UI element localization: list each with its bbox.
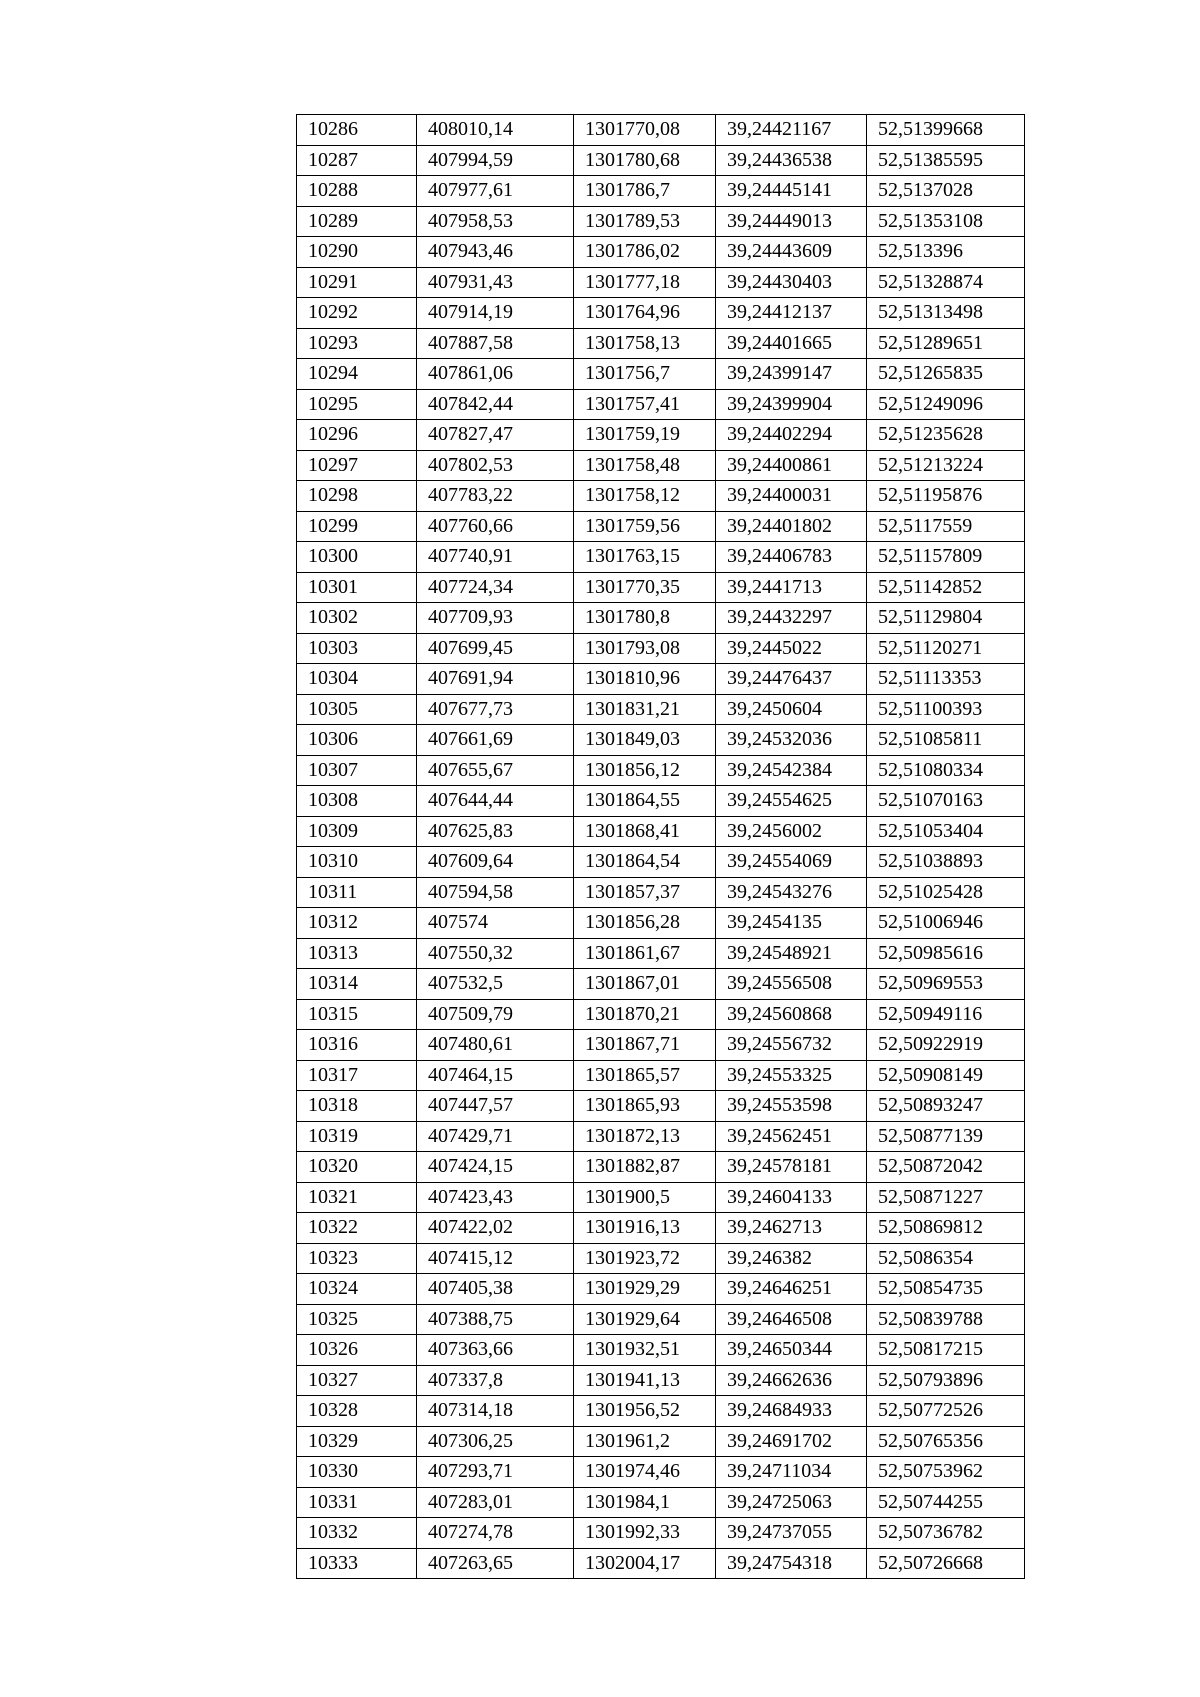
latitude-cell: 52,50726668 — [867, 1548, 1025, 1579]
longitude-cell: 39,24562451 — [716, 1121, 867, 1152]
latitude-cell: 52,50793896 — [867, 1365, 1025, 1396]
longitude-cell: 39,24711034 — [716, 1457, 867, 1488]
y-coordinate-cell: 1301770,08 — [574, 115, 716, 146]
point-number-cell: 10330 — [297, 1457, 417, 1488]
point-number-cell: 10326 — [297, 1335, 417, 1366]
y-coordinate-cell: 1301867,01 — [574, 969, 716, 1000]
y-coordinate-cell: 1301941,13 — [574, 1365, 716, 1396]
x-coordinate-cell: 407594,58 — [417, 877, 574, 908]
x-coordinate-cell: 407644,44 — [417, 786, 574, 817]
x-coordinate-cell: 407415,12 — [417, 1243, 574, 1274]
table-row — [297, 969, 1025, 1000]
table-row — [297, 481, 1025, 512]
table-row — [297, 1487, 1025, 1518]
table-row — [297, 725, 1025, 756]
table-row — [297, 1213, 1025, 1244]
longitude-cell: 39,24662636 — [716, 1365, 867, 1396]
table-row — [297, 1335, 1025, 1366]
longitude-cell: 39,24449013 — [716, 206, 867, 237]
x-coordinate-cell: 408010,14 — [417, 115, 574, 146]
point-number-cell: 10300 — [297, 542, 417, 573]
point-number-cell: 10301 — [297, 572, 417, 603]
point-number-cell: 10290 — [297, 237, 417, 268]
point-number-cell: 10310 — [297, 847, 417, 878]
latitude-cell: 52,50736782 — [867, 1518, 1025, 1549]
point-number-cell: 10287 — [297, 145, 417, 176]
x-coordinate-cell: 407363,66 — [417, 1335, 574, 1366]
x-coordinate-cell: 407740,91 — [417, 542, 574, 573]
latitude-cell: 52,50893247 — [867, 1091, 1025, 1122]
y-coordinate-cell: 1301856,12 — [574, 755, 716, 786]
x-coordinate-cell: 407783,22 — [417, 481, 574, 512]
point-number-cell: 10329 — [297, 1426, 417, 1457]
y-coordinate-cell: 1301923,72 — [574, 1243, 716, 1274]
longitude-cell: 39,24754318 — [716, 1548, 867, 1579]
x-coordinate-cell: 407447,57 — [417, 1091, 574, 1122]
x-coordinate-cell: 407931,43 — [417, 267, 574, 298]
longitude-cell: 39,24421167 — [716, 115, 867, 146]
point-number-cell: 10298 — [297, 481, 417, 512]
latitude-cell: 52,50854735 — [867, 1274, 1025, 1305]
x-coordinate-cell: 407724,34 — [417, 572, 574, 603]
point-number-cell: 10293 — [297, 328, 417, 359]
point-number-cell: 10303 — [297, 633, 417, 664]
point-number-cell: 10299 — [297, 511, 417, 542]
y-coordinate-cell: 1301758,12 — [574, 481, 716, 512]
point-number-cell: 10331 — [297, 1487, 417, 1518]
x-coordinate-cell: 407337,8 — [417, 1365, 574, 1396]
point-number-cell: 10317 — [297, 1060, 417, 1091]
y-coordinate-cell: 1301757,41 — [574, 389, 716, 420]
point-number-cell: 10295 — [297, 389, 417, 420]
latitude-cell: 52,51038893 — [867, 847, 1025, 878]
latitude-cell: 52,50817215 — [867, 1335, 1025, 1366]
x-coordinate-cell: 407691,94 — [417, 664, 574, 695]
table-row — [297, 176, 1025, 207]
x-coordinate-cell: 407661,69 — [417, 725, 574, 756]
latitude-cell: 52,51213224 — [867, 450, 1025, 481]
latitude-cell: 52,51249096 — [867, 389, 1025, 420]
x-coordinate-cell: 407802,53 — [417, 450, 574, 481]
point-number-cell: 10313 — [297, 938, 417, 969]
longitude-cell: 39,24436538 — [716, 145, 867, 176]
y-coordinate-cell: 1301961,2 — [574, 1426, 716, 1457]
point-number-cell: 10319 — [297, 1121, 417, 1152]
table-row — [297, 420, 1025, 451]
x-coordinate-cell: 407283,01 — [417, 1487, 574, 1518]
x-coordinate-cell: 407842,44 — [417, 389, 574, 420]
table-row — [297, 389, 1025, 420]
point-number-cell: 10308 — [297, 786, 417, 817]
x-coordinate-cell: 407293,71 — [417, 1457, 574, 1488]
x-coordinate-cell: 407943,46 — [417, 237, 574, 268]
longitude-cell: 39,2441713 — [716, 572, 867, 603]
y-coordinate-cell: 1301780,68 — [574, 145, 716, 176]
y-coordinate-cell: 1301763,15 — [574, 542, 716, 573]
latitude-cell: 52,51070163 — [867, 786, 1025, 817]
latitude-cell: 52,51235628 — [867, 420, 1025, 451]
latitude-cell: 52,51353108 — [867, 206, 1025, 237]
table-row — [297, 603, 1025, 634]
x-coordinate-cell: 407709,93 — [417, 603, 574, 634]
latitude-cell: 52,51289651 — [867, 328, 1025, 359]
y-coordinate-cell: 1301857,37 — [574, 877, 716, 908]
point-number-cell: 10328 — [297, 1396, 417, 1427]
latitude-cell: 52,51053404 — [867, 816, 1025, 847]
table-row — [297, 450, 1025, 481]
longitude-cell: 39,24445141 — [716, 176, 867, 207]
table-row — [297, 359, 1025, 390]
longitude-cell: 39,24646251 — [716, 1274, 867, 1305]
latitude-cell: 52,51328874 — [867, 267, 1025, 298]
x-coordinate-cell: 407550,32 — [417, 938, 574, 969]
point-number-cell: 10312 — [297, 908, 417, 939]
latitude-cell: 52,5086354 — [867, 1243, 1025, 1274]
y-coordinate-cell: 1301777,18 — [574, 267, 716, 298]
x-coordinate-cell: 407760,66 — [417, 511, 574, 542]
table-row — [297, 633, 1025, 664]
longitude-cell: 39,24646508 — [716, 1304, 867, 1335]
latitude-cell: 52,5137028 — [867, 176, 1025, 207]
latitude-cell: 52,513396 — [867, 237, 1025, 268]
longitude-cell: 39,24554625 — [716, 786, 867, 817]
longitude-cell: 39,24578181 — [716, 1152, 867, 1183]
longitude-cell: 39,2462713 — [716, 1213, 867, 1244]
longitude-cell: 39,24399147 — [716, 359, 867, 390]
latitude-cell: 52,50744255 — [867, 1487, 1025, 1518]
latitude-cell: 52,50871227 — [867, 1182, 1025, 1213]
y-coordinate-cell: 1301864,55 — [574, 786, 716, 817]
y-coordinate-cell: 1301932,51 — [574, 1335, 716, 1366]
y-coordinate-cell: 1302004,17 — [574, 1548, 716, 1579]
y-coordinate-cell: 1301856,28 — [574, 908, 716, 939]
latitude-cell: 52,51113353 — [867, 664, 1025, 695]
longitude-cell: 39,24650344 — [716, 1335, 867, 1366]
table-row — [297, 1426, 1025, 1457]
latitude-cell: 52,50985616 — [867, 938, 1025, 969]
table-row — [297, 1060, 1025, 1091]
longitude-cell: 39,24560868 — [716, 999, 867, 1030]
point-number-cell: 10311 — [297, 877, 417, 908]
latitude-cell: 52,51313498 — [867, 298, 1025, 329]
longitude-cell: 39,24406783 — [716, 542, 867, 573]
longitude-cell: 39,24400031 — [716, 481, 867, 512]
y-coordinate-cell: 1301929,29 — [574, 1274, 716, 1305]
table-row — [297, 1182, 1025, 1213]
latitude-cell: 52,50877139 — [867, 1121, 1025, 1152]
longitude-cell: 39,24399904 — [716, 389, 867, 420]
point-number-cell: 10307 — [297, 755, 417, 786]
point-number-cell: 10320 — [297, 1152, 417, 1183]
longitude-cell: 39,2450604 — [716, 694, 867, 725]
latitude-cell: 52,50872042 — [867, 1152, 1025, 1183]
y-coordinate-cell: 1301831,21 — [574, 694, 716, 725]
latitude-cell: 52,51385595 — [867, 145, 1025, 176]
y-coordinate-cell: 1301758,48 — [574, 450, 716, 481]
table-row — [297, 1304, 1025, 1335]
latitude-cell: 52,51025428 — [867, 877, 1025, 908]
longitude-cell: 39,2454135 — [716, 908, 867, 939]
table-row — [297, 1274, 1025, 1305]
table-row — [297, 816, 1025, 847]
x-coordinate-cell: 407887,58 — [417, 328, 574, 359]
x-coordinate-cell: 407655,67 — [417, 755, 574, 786]
y-coordinate-cell: 1301916,13 — [574, 1213, 716, 1244]
y-coordinate-cell: 1301810,96 — [574, 664, 716, 695]
point-number-cell: 10297 — [297, 450, 417, 481]
latitude-cell: 52,51085811 — [867, 725, 1025, 756]
longitude-cell: 39,246382 — [716, 1243, 867, 1274]
point-number-cell: 10323 — [297, 1243, 417, 1274]
point-number-cell: 10291 — [297, 267, 417, 298]
point-number-cell: 10302 — [297, 603, 417, 634]
table-row — [297, 115, 1025, 146]
latitude-cell: 52,50839788 — [867, 1304, 1025, 1335]
table-row — [297, 1457, 1025, 1488]
x-coordinate-cell: 407861,06 — [417, 359, 574, 390]
longitude-cell: 39,24401665 — [716, 328, 867, 359]
longitude-cell: 39,24432297 — [716, 603, 867, 634]
x-coordinate-cell: 407263,65 — [417, 1548, 574, 1579]
point-number-cell: 10325 — [297, 1304, 417, 1335]
table-row — [297, 877, 1025, 908]
longitude-cell: 39,24443609 — [716, 237, 867, 268]
y-coordinate-cell: 1301793,08 — [574, 633, 716, 664]
table-row — [297, 786, 1025, 817]
point-number-cell: 10327 — [297, 1365, 417, 1396]
latitude-cell: 52,5117559 — [867, 511, 1025, 542]
longitude-cell: 39,24554069 — [716, 847, 867, 878]
y-coordinate-cell: 1301974,46 — [574, 1457, 716, 1488]
point-number-cell: 10333 — [297, 1548, 417, 1579]
y-coordinate-cell: 1301780,8 — [574, 603, 716, 634]
longitude-cell: 39,24476437 — [716, 664, 867, 695]
x-coordinate-cell: 407532,5 — [417, 969, 574, 1000]
table-row — [297, 145, 1025, 176]
y-coordinate-cell: 1301861,67 — [574, 938, 716, 969]
latitude-cell: 52,51129804 — [867, 603, 1025, 634]
x-coordinate-cell: 407699,45 — [417, 633, 574, 664]
x-coordinate-cell: 407422,02 — [417, 1213, 574, 1244]
point-number-cell: 10309 — [297, 816, 417, 847]
table-row — [297, 542, 1025, 573]
latitude-cell: 52,50772526 — [867, 1396, 1025, 1427]
table-row — [297, 908, 1025, 939]
table-row — [297, 1152, 1025, 1183]
y-coordinate-cell: 1301900,5 — [574, 1182, 716, 1213]
longitude-cell: 39,2456002 — [716, 816, 867, 847]
longitude-cell: 39,24691702 — [716, 1426, 867, 1457]
y-coordinate-cell: 1301849,03 — [574, 725, 716, 756]
table-row — [297, 847, 1025, 878]
point-number-cell: 10324 — [297, 1274, 417, 1305]
table-row — [297, 1518, 1025, 1549]
x-coordinate-cell: 407464,15 — [417, 1060, 574, 1091]
x-coordinate-cell: 407388,75 — [417, 1304, 574, 1335]
latitude-cell: 52,51080334 — [867, 755, 1025, 786]
x-coordinate-cell: 407574 — [417, 908, 574, 939]
table-row — [297, 694, 1025, 725]
x-coordinate-cell: 407677,73 — [417, 694, 574, 725]
latitude-cell: 52,51142852 — [867, 572, 1025, 603]
table-row — [297, 755, 1025, 786]
longitude-cell: 39,24548921 — [716, 938, 867, 969]
point-number-cell: 10296 — [297, 420, 417, 451]
latitude-cell: 52,50753962 — [867, 1457, 1025, 1488]
longitude-cell: 39,24556732 — [716, 1030, 867, 1061]
latitude-cell: 52,50969553 — [867, 969, 1025, 1000]
y-coordinate-cell: 1301868,41 — [574, 816, 716, 847]
longitude-cell: 39,24543276 — [716, 877, 867, 908]
latitude-cell: 52,51265835 — [867, 359, 1025, 390]
x-coordinate-cell: 407423,43 — [417, 1182, 574, 1213]
latitude-cell: 52,51157809 — [867, 542, 1025, 573]
latitude-cell: 52,51100393 — [867, 694, 1025, 725]
longitude-cell: 39,24401802 — [716, 511, 867, 542]
point-number-cell: 10288 — [297, 176, 417, 207]
latitude-cell: 52,51195876 — [867, 481, 1025, 512]
table-row — [297, 1121, 1025, 1152]
table-row — [297, 999, 1025, 1030]
table-row — [297, 1396, 1025, 1427]
x-coordinate-cell: 407625,83 — [417, 816, 574, 847]
x-coordinate-cell: 407405,38 — [417, 1274, 574, 1305]
y-coordinate-cell: 1301865,93 — [574, 1091, 716, 1122]
point-number-cell: 10316 — [297, 1030, 417, 1061]
latitude-cell: 52,50908149 — [867, 1060, 1025, 1091]
longitude-cell: 39,24737055 — [716, 1518, 867, 1549]
longitude-cell: 39,24725063 — [716, 1487, 867, 1518]
y-coordinate-cell: 1301865,57 — [574, 1060, 716, 1091]
longitude-cell: 39,24556508 — [716, 969, 867, 1000]
y-coordinate-cell: 1301882,87 — [574, 1152, 716, 1183]
table-row — [297, 938, 1025, 969]
y-coordinate-cell: 1301789,53 — [574, 206, 716, 237]
latitude-cell: 52,50949116 — [867, 999, 1025, 1030]
point-number-cell: 10304 — [297, 664, 417, 695]
y-coordinate-cell: 1301956,52 — [574, 1396, 716, 1427]
y-coordinate-cell: 1301764,96 — [574, 298, 716, 329]
coordinates-table — [296, 114, 1025, 1579]
x-coordinate-cell: 407480,61 — [417, 1030, 574, 1061]
table-row — [297, 572, 1025, 603]
table-row — [297, 1548, 1025, 1579]
point-number-cell: 10305 — [297, 694, 417, 725]
point-number-cell: 10318 — [297, 1091, 417, 1122]
y-coordinate-cell: 1301759,56 — [574, 511, 716, 542]
y-coordinate-cell: 1301786,02 — [574, 237, 716, 268]
x-coordinate-cell: 407609,64 — [417, 847, 574, 878]
table-row — [297, 237, 1025, 268]
latitude-cell: 52,51006946 — [867, 908, 1025, 939]
point-number-cell: 10294 — [297, 359, 417, 390]
table-row — [297, 1243, 1025, 1274]
longitude-cell: 39,24553325 — [716, 1060, 867, 1091]
y-coordinate-cell: 1301867,71 — [574, 1030, 716, 1061]
table-row — [297, 1365, 1025, 1396]
table-row — [297, 298, 1025, 329]
point-number-cell: 10322 — [297, 1213, 417, 1244]
x-coordinate-cell: 407306,25 — [417, 1426, 574, 1457]
latitude-cell: 52,51399668 — [867, 115, 1025, 146]
point-number-cell: 10321 — [297, 1182, 417, 1213]
table-row — [297, 328, 1025, 359]
latitude-cell: 52,50869812 — [867, 1213, 1025, 1244]
y-coordinate-cell: 1301770,35 — [574, 572, 716, 603]
point-number-cell: 10289 — [297, 206, 417, 237]
table-row — [297, 267, 1025, 298]
table-row — [297, 1030, 1025, 1061]
longitude-cell: 39,24412137 — [716, 298, 867, 329]
x-coordinate-cell: 407977,61 — [417, 176, 574, 207]
longitude-cell: 39,2445022 — [716, 633, 867, 664]
longitude-cell: 39,24684933 — [716, 1396, 867, 1427]
x-coordinate-cell: 407827,47 — [417, 420, 574, 451]
x-coordinate-cell: 407314,18 — [417, 1396, 574, 1427]
x-coordinate-cell: 407429,71 — [417, 1121, 574, 1152]
table-row — [297, 206, 1025, 237]
y-coordinate-cell: 1301759,19 — [574, 420, 716, 451]
x-coordinate-cell: 407424,15 — [417, 1152, 574, 1183]
longitude-cell: 39,24400861 — [716, 450, 867, 481]
y-coordinate-cell: 1301786,7 — [574, 176, 716, 207]
table-row — [297, 511, 1025, 542]
y-coordinate-cell: 1301984,1 — [574, 1487, 716, 1518]
longitude-cell: 39,24402294 — [716, 420, 867, 451]
x-coordinate-cell: 407958,53 — [417, 206, 574, 237]
latitude-cell: 52,51120271 — [867, 633, 1025, 664]
y-coordinate-cell: 1301758,13 — [574, 328, 716, 359]
y-coordinate-cell: 1301870,21 — [574, 999, 716, 1030]
point-number-cell: 10332 — [297, 1518, 417, 1549]
point-number-cell: 10286 — [297, 115, 417, 146]
point-number-cell: 10292 — [297, 298, 417, 329]
table-row — [297, 664, 1025, 695]
y-coordinate-cell: 1301864,54 — [574, 847, 716, 878]
latitude-cell: 52,50922919 — [867, 1030, 1025, 1061]
table-row — [297, 1091, 1025, 1122]
x-coordinate-cell: 407274,78 — [417, 1518, 574, 1549]
y-coordinate-cell: 1301992,33 — [574, 1518, 716, 1549]
x-coordinate-cell: 407509,79 — [417, 999, 574, 1030]
y-coordinate-cell: 1301756,7 — [574, 359, 716, 390]
longitude-cell: 39,24532036 — [716, 725, 867, 756]
x-coordinate-cell: 407914,19 — [417, 298, 574, 329]
longitude-cell: 39,24604133 — [716, 1182, 867, 1213]
longitude-cell: 39,24553598 — [716, 1091, 867, 1122]
longitude-cell: 39,24430403 — [716, 267, 867, 298]
y-coordinate-cell: 1301872,13 — [574, 1121, 716, 1152]
point-number-cell: 10314 — [297, 969, 417, 1000]
x-coordinate-cell: 407994,59 — [417, 145, 574, 176]
y-coordinate-cell: 1301929,64 — [574, 1304, 716, 1335]
longitude-cell: 39,24542384 — [716, 755, 867, 786]
coordinates-table-body — [297, 115, 1025, 1579]
point-number-cell: 10306 — [297, 725, 417, 756]
latitude-cell: 52,50765356 — [867, 1426, 1025, 1457]
point-number-cell: 10315 — [297, 999, 417, 1030]
